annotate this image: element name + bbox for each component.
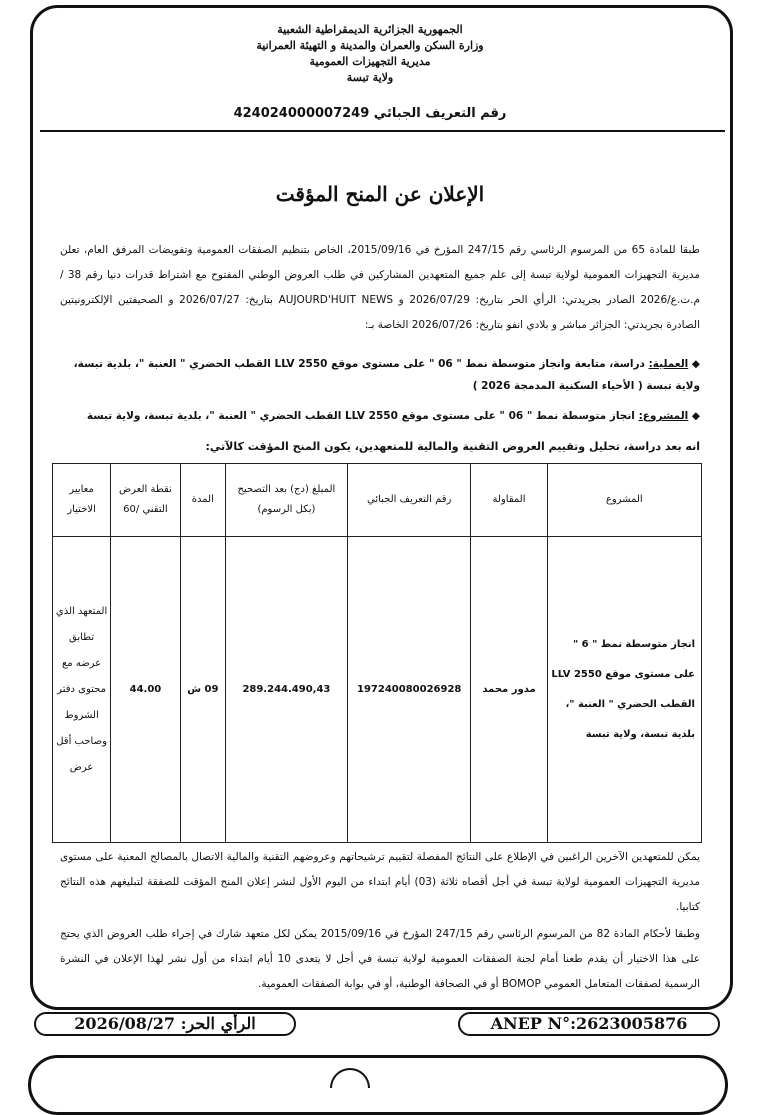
header-divider: [40, 130, 725, 132]
tax-id: [60, 106, 680, 121]
cell-amount: 289.244.490,43: [225, 537, 347, 843]
newspaper-date: الرأي الحر: 2026/08/27: [34, 1012, 296, 1036]
header-line3: مديرية التجهيزات العمومية: [309, 55, 431, 68]
notice-results: يمكن للمتعهدين الآخرين الراغبين في الإطلاع على النتائج المفصلة لتقييم ترشيحاتهم وعروضهم التقنية والمالية الاتصال بالمصالح المعنية على مستوى مديرية التجهيزات العمومية لولاية تبسة في أجل أقصاه ثلاثة (03) أيام ابتداء من اليوم الأول لنشر إعلان المنح المؤقت للصفقة لتبليغهم هذه النتائج كتابيا.: [60, 851, 700, 913]
cell-contractor: مدور محمد: [471, 537, 547, 843]
header: [60, 22, 680, 86]
page-title: الإعلان عن المنح المؤقت: [275, 182, 485, 206]
th-score: نقطة العرض التقني /60: [111, 464, 181, 537]
table-header-row: [53, 464, 702, 537]
cell-tax-id: 197240080026928: [347, 537, 471, 843]
tax-id-value: 424024000007249: [233, 106, 370, 121]
anep-number: ANEP N°:2623005876: [458, 1012, 720, 1036]
th-project: المشروع: [547, 464, 701, 537]
operation-label: العملية:: [648, 358, 689, 370]
tax-id-label: رقم التعريف الجبائي: [373, 106, 507, 121]
th-tax-id: رقم التعريف الجبائي: [347, 464, 471, 537]
header-line1: الجمهورية الجزائرية الديمقراطية الشعبية: [277, 23, 463, 36]
project-text: انجاز متوسطة نمط " 06 " على مستوى موقع LLV 2550 القطب الحضري " العنبة "، بلدية تبسة، ولاية تبسة: [86, 410, 635, 422]
header-line4: ولاية تبسة: [346, 71, 394, 84]
project-item: ◆ المشروع: انجاز متوسطة نمط " 06 " على مستوى موقع LLV 2550 القطب الحضري " العنبة "، بلدية تبسة، ولاية تبسة: [86, 410, 700, 422]
th-duration: المدة: [180, 464, 225, 537]
project-label: المشروع:: [638, 410, 689, 422]
th-contractor: المقاولة: [471, 464, 547, 537]
th-criteria: معايير الاختيار: [53, 464, 111, 537]
next-announcement-frame: [28, 1055, 728, 1115]
header-line2: وزارة السكن والعمران والمدينة و التهيئة العمرانية: [256, 39, 484, 52]
award-table: [52, 463, 702, 843]
cell-score: 44.00: [111, 537, 181, 843]
operation-item: ◆ العملية: دراسة، متابعة وانجاز متوسطة نمط " 06 " على مستوى موقع LLV 2550 القطب الحضري " العنبة "، بلدية تبسة، ولاية تبسة ( الأحياء السكنية المدمجة 2026 ): [73, 358, 700, 392]
th-amount: المبلغ (دج) بعد التصحيح (بكل الرسوم): [225, 464, 347, 537]
operation-text: دراسة، متابعة وانجاز متوسطة نمط " 06 " على مستوى موقع LLV 2550 القطب الحضري " العنبة "، بلدية تبسة، ولاية تبسة ( الأحياء السكنية المدمجة 2026 ): [73, 358, 700, 392]
notice-appeal: وطبقا لأحكام المادة 82 من المرسوم الرئاسي رقم 247/15 المؤرخ في 2015/09/16 يمكن لكل متعهد شارك في إجراء طلب العروض الذي يحتج على هذا الاختيار أن يقدم طعنا أمام لجنة الصفقات العمومية لولاية تبسة في أجل لا يتعدى 10 أيام ابتداء من أول نشر لهذا الإعلان في النشرة الرسمية لصفقات المتعامل العمومي BOMOP أو في الصحافة الوطنية، أو في بوابة الصفقات العمومية.: [60, 928, 701, 990]
table-row: [53, 537, 702, 843]
cell-duration: 09 ش: [180, 537, 225, 843]
conclusion: انه بعد دراسة، تحليل وتقييم العروض التقنية والمالية للمتعهدين، يكون المنح المؤقت كالآتي:: [205, 440, 700, 453]
cell-project: انجاز متوسطة نمط " 6 " على مستوى موقع LLV 2550 القطب الحضري " العنبة "، بلدية تبسة، ولاية تبسة: [547, 537, 701, 843]
intro-paragraph: طبقا للمادة 65 من المرسوم الرئاسي رقم 247/15 المؤرخ في 2015/09/16، الخاص بتنظيم الصفقات العمومية وتفويضات المرفق العام، تعلن مديرية التجهيزات العمومية لولاية تبسة إلى علم جميع المتعهدين المشاركين في طلب العروض الوطني المفتوح مع اشتراط قدرات دنيا رقم 38 /م.ت.ع/2026 الصادر بجريدتي: الرأي الحر بتاريخ: 2026/07/29 و AUJOURD'HUIT NEWS بتاريخ: 2026/07/27 و الصحيفتين الإلكترونيتين الصادرة بجريدتي: الجزائر مباشر و بلادي انفو بتاريخ: 2026/07/26 الخاصة بـ:: [60, 244, 701, 331]
cell-criteria: المتعهد الذي تطابق عرضه مع محتوى دفتر الشروط وصاحب أقل عرض: [53, 537, 111, 843]
